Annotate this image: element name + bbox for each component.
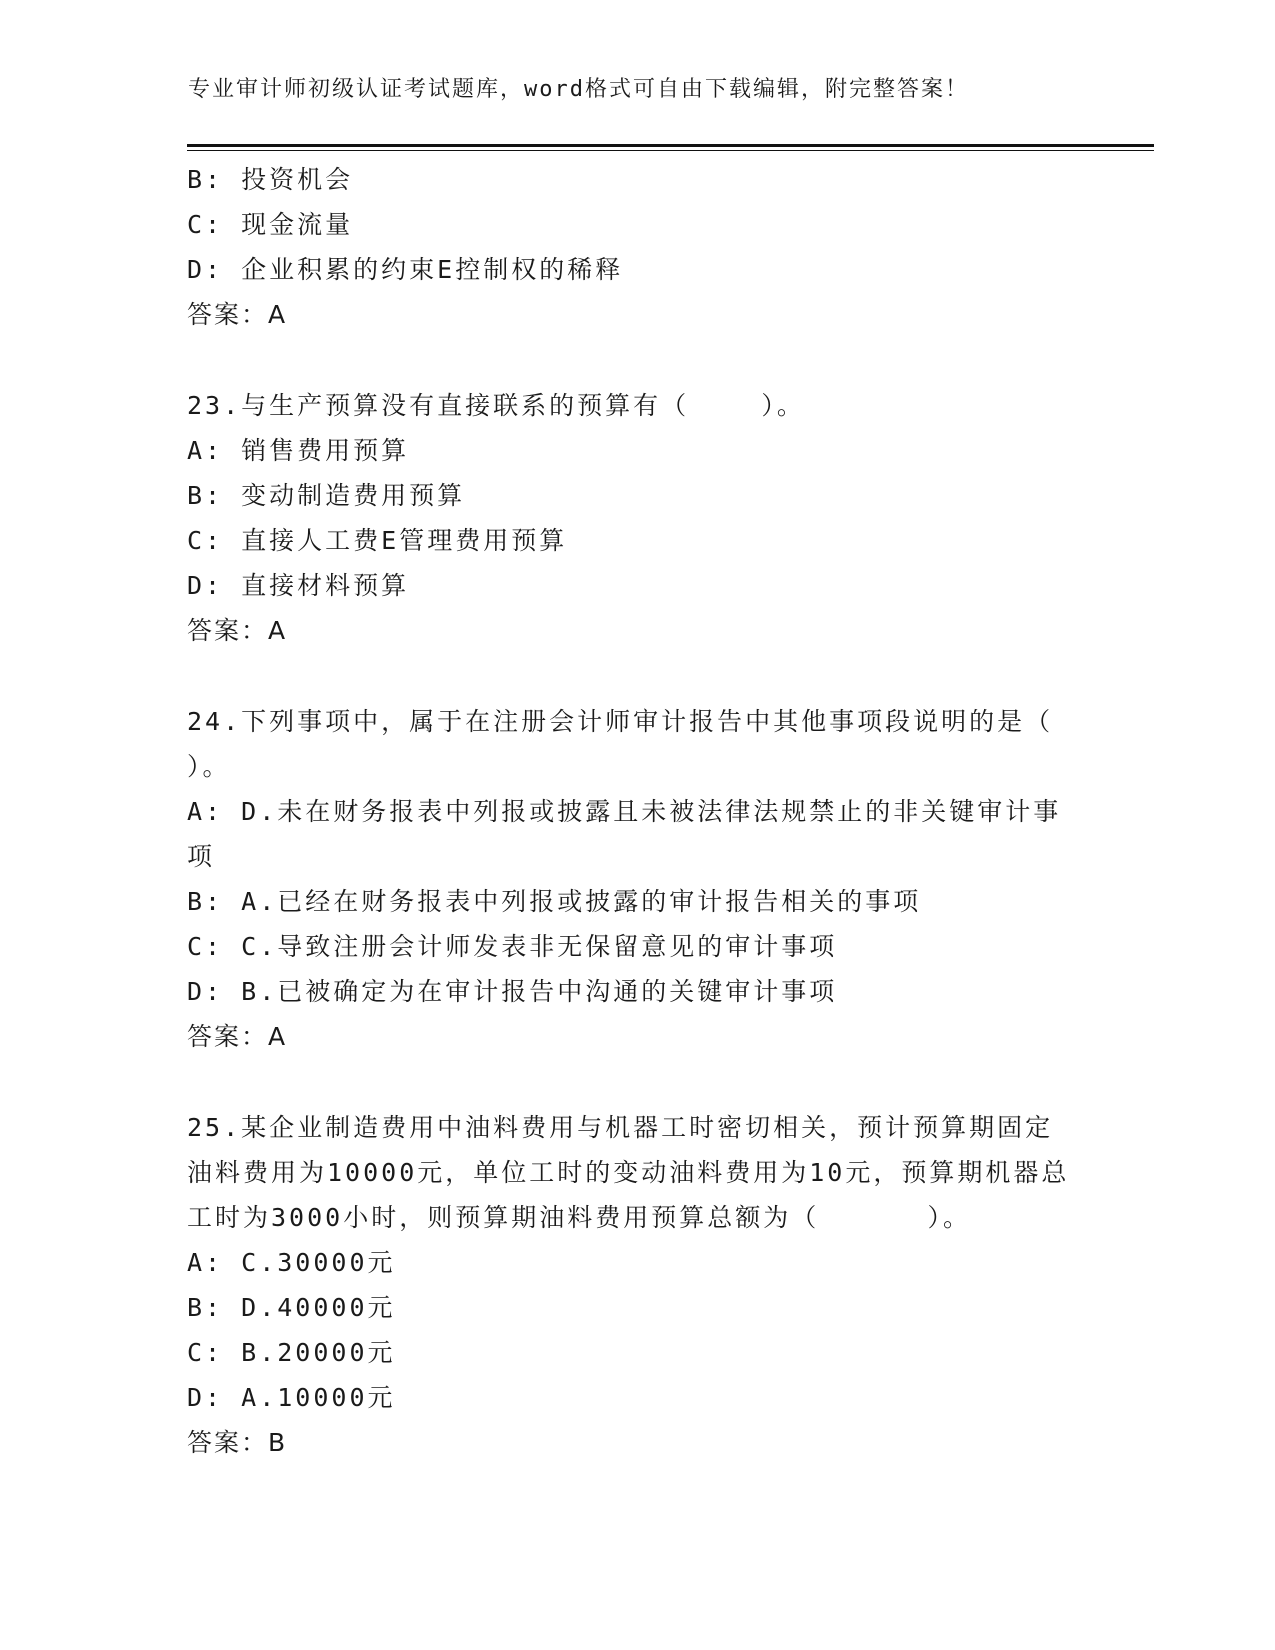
- question-stem: 24.下列事项中，属于在注册会计师审计报告中其他事项段说明的是（ ）。: [187, 707, 1162, 781]
- answer-line: 答案：A: [187, 616, 288, 645]
- answer-line: 答案：A: [187, 300, 288, 329]
- option-b: B: 投资机会: [187, 165, 354, 194]
- option-b: B: 变动制造费用预算: [187, 481, 466, 510]
- answer-line: 答案：A: [187, 1022, 288, 1051]
- option-b: B: A.已经在财务报表中列报或披露的审计报告相关的事项: [187, 887, 922, 916]
- option-c: C: C.导致注册会计师发表非无保留意见的审计事项: [187, 932, 838, 961]
- option-d: D: B.已被确定为在审计报告中沟通的关键审计事项: [187, 977, 838, 1006]
- question-24: [187, 699, 1162, 1059]
- option-c: C: 直接人工费E管理费用预算: [187, 526, 568, 555]
- option-a: A: D.未在财务报表中列报或披露且未被法律法规禁止的非关键审计事项: [187, 797, 1062, 871]
- header-divider-thin: [187, 150, 1154, 151]
- header-divider: [187, 144, 1154, 147]
- option-c: C: 现金流量: [187, 210, 354, 239]
- option-c: C: B.20000元: [187, 1338, 396, 1367]
- option-d: D: 直接材料预算: [187, 571, 410, 600]
- question-23: [187, 383, 1077, 653]
- question-stem: 23.与生产预算没有直接联系的预算有（ ）。: [187, 391, 805, 420]
- option-d: D: 企业积累的约束E控制权的稀释: [187, 255, 624, 284]
- option-b: B: D.40000元: [187, 1293, 396, 1322]
- question-stem: 25.某企业制造费用中油料费用与机器工时密切相关，预计预算期固定油料费用为10000元，单位工时的变动油料费用为10元，预算期机器总工时为3000小时，则预算期油料费用预算总额为（ ）。: [187, 1113, 1070, 1232]
- spacer: [187, 653, 1077, 699]
- page-header: 专业审计师初级认证考试题库，word格式可自由下载编辑，附完整答案！: [188, 77, 969, 102]
- question-22-tail: [187, 157, 1077, 337]
- question-25: [187, 1105, 1077, 1465]
- option-d: D: A.10000元: [187, 1383, 396, 1412]
- answer-line: 答案：B: [187, 1428, 288, 1457]
- spacer: [187, 337, 1077, 383]
- option-a: A: 销售费用预算: [187, 436, 410, 465]
- spacer: [187, 1059, 1077, 1105]
- question-content: [187, 157, 1162, 1465]
- option-a: A: C.30000元: [187, 1248, 396, 1277]
